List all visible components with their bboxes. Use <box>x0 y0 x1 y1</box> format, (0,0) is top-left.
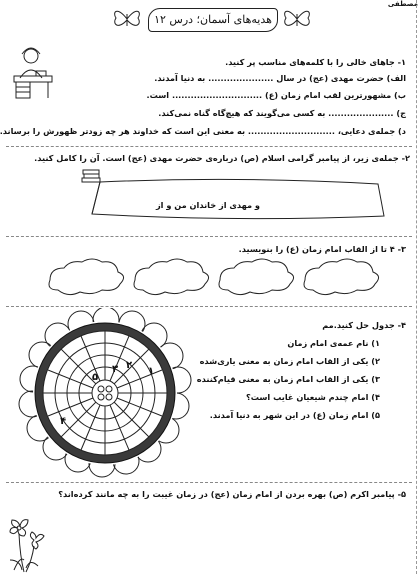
butterfly-icon <box>112 6 142 32</box>
q1-item-c: ج) ..................... به کسی می‌گویند که هیچ‌گاه گناه نمی‌کند. <box>158 108 406 118</box>
q1-item-d: د) جمله‌ی دعایی، ............................ به معنی این است که خداوند هر چه زودتر ظهورش را برساند. <box>0 126 406 136</box>
q4-item-4: ۴) امام چندم شیعیان غایب است؟ <box>245 392 380 402</box>
puzzle-number-2: ۲ <box>126 360 133 371</box>
page-title: هدیه‌های آسمان؛ درس ۱۲ <box>148 8 278 32</box>
q1-item-a: الف) حضرت مهدی (عج) در سال ..................... به دنیا آمدند. <box>154 73 406 83</box>
flower-icon <box>4 516 48 574</box>
q1-heading: ۱- جاهای خالی را با کلمه‌های مناسب پر کنید. <box>225 57 406 67</box>
puzzle-number-5: ۵ <box>92 372 99 383</box>
divider <box>6 306 412 307</box>
q4-item-1: ۱) نام عمه‌ی امام زمان <box>287 338 380 348</box>
divider <box>6 482 412 483</box>
puzzle-number-1: ۱ <box>148 366 155 377</box>
puzzle-number-4: ۴ <box>60 416 67 427</box>
divider <box>6 146 412 147</box>
q4-item-5: ۵) امام زمان (ع) در این شهر به دنیا آمدند. <box>209 410 380 420</box>
right-margin-line <box>416 0 417 574</box>
q5-heading: ۵- پیامبر اکرم (ص) بهره بردن از امام زمان (عج) در زمان غیبت را به چه مانند کرده‌اند؟ <box>58 489 406 499</box>
q4-item-3: ۳) یکی از القاب امام زمان به معنی قیام‌کننده <box>196 374 380 384</box>
q4-item-2: ۲) یکی از القاب امام زمان به معنی یاری‌شده <box>199 356 380 366</box>
q2-banner-text: و مهدی از خاندان من و از <box>155 200 260 210</box>
answer-clouds <box>40 258 390 298</box>
q3-heading: ۳- ۴ تا از القاب امام زمان (ع) را بنویسید. <box>238 244 406 254</box>
wheel-puzzle <box>6 308 206 478</box>
corner-text: مصطفی <box>387 0 418 8</box>
q1-item-b: ب) مشهورترین لقب امام زمان (ع) ............................. است. <box>146 90 406 100</box>
puzzle-number-3: ۳ <box>112 364 119 375</box>
q2-heading: ۲- جمله‌ی زیر، از پیامبر گرامی اسلام (ص) درباره‌ی حضرت مهدی (عج) است. آن را کامل کنید. <box>34 153 410 163</box>
q4-heading: ۴- جدول حل کنید.مم <box>322 320 406 330</box>
butterfly-icon <box>282 6 312 32</box>
divider <box>6 236 412 237</box>
teacher-desk-icon <box>10 44 56 100</box>
